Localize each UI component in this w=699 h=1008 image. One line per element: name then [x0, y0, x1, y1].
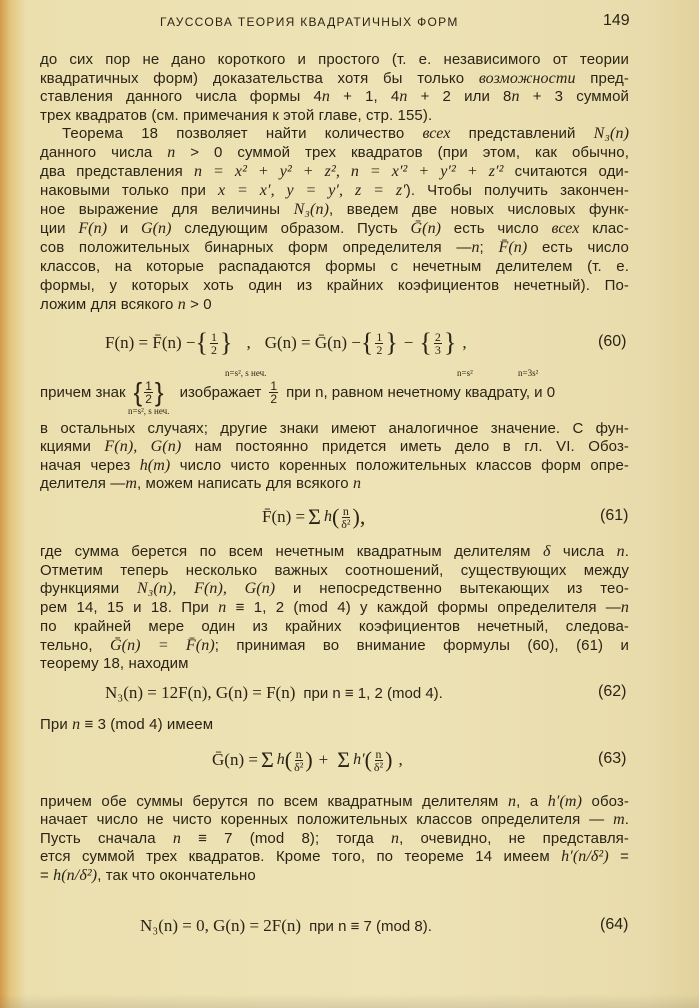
- italic-term: n: [471, 239, 480, 256]
- plus: +: [318, 750, 329, 769]
- text-segment: =: [608, 848, 629, 866]
- fraction-half: [375, 331, 383, 356]
- text-segment: , введем две новых числовых функ-: [329, 201, 629, 218]
- page-bottom-shadow: [0, 994, 699, 1008]
- brace-close: }: [385, 328, 398, 357]
- equation-number-63: (63): [598, 750, 627, 767]
- text-segment: + 2 или 8: [407, 88, 512, 105]
- brace-close: }: [154, 377, 164, 407]
- text-segment: + 3 суммой: [519, 88, 629, 105]
- equation-61: [262, 497, 365, 537]
- italic-term: возможности: [478, 69, 576, 87]
- eq62-condition: при n ≡ 1, 2 (mod 4).: [303, 684, 443, 702]
- text-segment: есть число: [527, 239, 629, 256]
- text-line: [40, 474, 629, 494]
- h-prime: h′: [353, 751, 365, 768]
- text-line: [40, 276, 629, 296]
- text-segment: считаются оди-: [503, 163, 629, 180]
- text: при n, равном нечетному квадрату, и 0: [286, 383, 556, 401]
- eq60-sub-1: n=s², s неч.: [225, 368, 267, 378]
- text-segment: есть число: [441, 220, 552, 237]
- text-segment: обоз-: [582, 793, 629, 810]
- equation-number-60: (60): [598, 333, 627, 350]
- text-segment: ≡ 3 (mod 4) имеем: [80, 716, 214, 733]
- text-line: [40, 456, 629, 476]
- text-line: [40, 579, 629, 599]
- italic-term: N₃(n): [593, 125, 630, 142]
- sign-explanation-line: [40, 372, 555, 412]
- italic-term: h(n/δ²): [53, 866, 98, 884]
- text-segment: , можем написать для всякого: [136, 474, 353, 492]
- text-segment: пред-: [575, 69, 630, 87]
- den: δ²: [294, 759, 304, 774]
- text-line: [40, 295, 629, 315]
- text-segment: трех квадратов (см. примечания к этой главе, стр. 155).: [40, 106, 433, 124]
- italic-term: всех: [422, 125, 451, 142]
- text-segment: делителя —: [40, 474, 126, 492]
- italic-term: n: [72, 716, 81, 733]
- text-segment: > 0: [185, 296, 212, 313]
- text-segment: по крайней мере один из крайних коэфициентов нечетный, следова-: [40, 617, 629, 635]
- text-segment: клас-: [579, 220, 629, 237]
- italic-term: F(n), G(n): [104, 438, 182, 456]
- fraction: [341, 505, 350, 530]
- text-segment: , а: [516, 793, 548, 810]
- fraction-two-thirds: [434, 331, 442, 356]
- text-line: [40, 598, 629, 618]
- italic-term: h′(n/δ²): [561, 848, 609, 866]
- text-line: [40, 143, 629, 163]
- h: h: [323, 508, 332, 525]
- paren: ): [305, 747, 313, 772]
- equation-number-62: (62): [598, 683, 627, 700]
- italic-term: m: [613, 811, 625, 829]
- minus: −: [403, 333, 414, 352]
- text-line: [40, 238, 629, 258]
- text-line: [40, 219, 629, 239]
- den: 3: [434, 342, 441, 357]
- equation-62: [105, 673, 443, 713]
- text-segment: =: [40, 866, 54, 884]
- brace-close: }: [443, 328, 457, 357]
- num: 1: [376, 329, 383, 344]
- text: изображает: [179, 383, 262, 401]
- fraction: [374, 748, 383, 773]
- text-segment: числа: [550, 543, 617, 560]
- italic-term: n: [391, 829, 400, 847]
- equation-number-61: (61): [600, 507, 629, 524]
- italic-term: h′(m): [547, 793, 583, 810]
- text-segment: + 1, 4: [330, 88, 400, 105]
- text-segment: Отметим теперь несколько важных соотношений, существующих между: [40, 561, 629, 579]
- text-segment: .: [624, 811, 629, 829]
- text-segment: сов положительных бинарных форм определителя —: [40, 239, 472, 256]
- italic-term: n: [399, 88, 408, 105]
- den: 2: [210, 342, 217, 357]
- text-line: [40, 866, 629, 886]
- text-line: [40, 50, 629, 70]
- fraction-half: [144, 380, 153, 405]
- text-segment: начая через: [40, 456, 140, 474]
- text-segment: два представления: [40, 163, 194, 180]
- num: 1: [145, 378, 152, 393]
- brace-open: {: [133, 377, 143, 407]
- text-segment: Пусть сначала: [40, 829, 173, 847]
- text-segment: нам постоянно придется иметь дело в гл. VI. Обоз-: [181, 438, 630, 456]
- text-line: [40, 87, 629, 107]
- text-line: [40, 654, 629, 674]
- text-segment: , так что окончательно: [97, 866, 256, 884]
- text-segment: ции: [40, 220, 79, 237]
- brace-open: {: [195, 328, 208, 357]
- sum-sign: Σ: [337, 747, 351, 772]
- page-number: 149: [603, 12, 630, 29]
- paren-close: ),: [352, 504, 366, 529]
- italic-term: n: [218, 599, 227, 617]
- text-segment: теорему 18, находим: [40, 655, 189, 673]
- text-segment: квадратичных форм) доказательства хотя бы только: [40, 69, 479, 87]
- italic-term: N₃(n), F(n), G(n): [136, 580, 276, 598]
- equation-63: [212, 740, 403, 780]
- italic-term: n: [620, 599, 630, 617]
- fraction-half: [269, 380, 278, 405]
- text-segment: ; принимая во внимание формулы (60), (61) и: [214, 636, 630, 654]
- sign-sub: n=s², s неч.: [128, 406, 170, 416]
- paren: (: [331, 504, 340, 529]
- paren: (: [284, 747, 293, 772]
- text-segment: число чисто коренных положительных классов форм опре-: [170, 456, 629, 474]
- paren: (: [364, 747, 372, 772]
- italic-term: n: [616, 543, 625, 560]
- h: h: [276, 751, 285, 768]
- den: 2: [145, 391, 152, 406]
- fraction-half: [210, 331, 218, 356]
- text-line: [40, 437, 629, 457]
- text-segment: ;: [479, 239, 499, 256]
- text-segment: тельно,: [40, 636, 110, 654]
- eq60-g-lhs: G(n) = Ḡ(n) −: [264, 333, 361, 352]
- text-segment: ное выражение для величины: [40, 201, 294, 218]
- text-line: [40, 542, 629, 562]
- italic-term: n = x² + y² + z², n = x′² + y′² + z′²: [194, 163, 504, 180]
- italic-term: n: [321, 88, 331, 105]
- text-line: [40, 810, 629, 830]
- num: n: [375, 746, 382, 761]
- text-line: [40, 829, 629, 849]
- text-line: [40, 106, 629, 126]
- den: 2: [270, 391, 278, 406]
- text-line: [40, 715, 629, 735]
- num: n: [342, 503, 349, 518]
- fraction: [294, 748, 303, 773]
- italic-term: h(m): [139, 456, 171, 474]
- num: n: [295, 746, 302, 761]
- text-line: [40, 847, 629, 867]
- italic-term: n: [507, 793, 517, 810]
- italic-term: Ḡ(n): [410, 220, 442, 237]
- text: причем знак: [40, 383, 126, 401]
- comma: ,: [246, 333, 251, 352]
- brace-open: {: [419, 328, 432, 357]
- text-segment: классов, на которые распадаются формы с нечетным делителем (т. е.: [40, 258, 629, 275]
- text-segment: наковыми только при: [40, 182, 219, 199]
- running-header: ГАУССОВА ТЕОРИЯ КВАДРАТИЧНЫХ ФОРМ: [160, 15, 459, 29]
- italic-term: N₃(n): [293, 201, 329, 218]
- text-segment: рем 14, 15 и 18. При: [40, 599, 219, 617]
- text-line: [40, 617, 629, 637]
- text-segment: , очевидно, не представля-: [399, 829, 629, 847]
- italic-term: G(n): [140, 220, 172, 237]
- comma: ,: [398, 750, 403, 769]
- equation-60: [105, 323, 467, 363]
- text-segment: ставления данного числа формы 4: [40, 88, 322, 105]
- eq60-f-lhs: F(n) = F̄(n) −: [105, 333, 196, 352]
- equation-64: [140, 906, 432, 946]
- num: 1: [210, 329, 217, 344]
- eq64-formula: N₃(n) = 0, G(n) = 2F(n): [140, 916, 302, 935]
- italic-term: Ḡ(n) = F̄(n): [110, 636, 215, 654]
- text-segment: в остальных случаях; другие знаки имеют аналогичное значение. С фун-: [40, 420, 629, 437]
- text-segment: > 0 суммой трех квадратов (при этом, как обычно,: [175, 144, 630, 161]
- paren: ): [385, 747, 393, 772]
- text-line: [40, 561, 629, 581]
- text-line: [40, 257, 629, 277]
- text-line: [62, 124, 629, 144]
- brace-open: {: [360, 328, 374, 357]
- italic-term: m: [125, 474, 137, 492]
- text-segment: кциями: [40, 438, 105, 456]
- sum-sign: Σ: [308, 504, 321, 529]
- italic-term: n: [353, 474, 362, 492]
- text-segment: формы, у которых хоть один из крайних коэфициентов нечетный). По-: [40, 277, 629, 294]
- italic-term: n: [172, 829, 181, 847]
- eq63-lhs: Ḡ(n) =: [212, 750, 258, 769]
- text-segment: и непосредственно вытекающих из тео-: [275, 580, 629, 598]
- eq64-condition: при n ≡ 7 (mod 8).: [309, 917, 432, 935]
- text-segment: где сумма берется по всем нечетным квадратным делителям: [40, 543, 543, 560]
- eq60-sub-2: n=s²: [457, 368, 473, 378]
- brace-close: }: [219, 328, 233, 357]
- text-segment: При: [40, 716, 73, 733]
- text-line: [40, 636, 629, 656]
- comma: ,: [462, 333, 467, 352]
- eq61-lhs: F̄(n) =: [262, 507, 306, 526]
- text-line: [40, 69, 629, 89]
- text-line: [40, 162, 629, 182]
- den: 2: [376, 342, 383, 357]
- text-segment: .: [624, 543, 629, 560]
- text-segment: начает число не чисто коренных положительных классов определителя —: [40, 811, 614, 829]
- italic-term: x = x′, y = y′, z = z′: [218, 182, 406, 199]
- text-segment: до сих пор не дано короткого и простого (т. е. независимого от теории: [40, 51, 629, 68]
- italic-term: F(n): [78, 220, 108, 237]
- italic-term: δ: [542, 543, 551, 560]
- italic-term: всех: [551, 220, 580, 237]
- text-segment: ≡ 1, 2 (mod 4) у каждой формы определителя —: [226, 599, 621, 617]
- num: 1: [270, 378, 278, 393]
- italic-term: n: [511, 88, 520, 105]
- text-line: [40, 419, 629, 439]
- text-segment: представлений: [450, 125, 594, 142]
- eq60-sub-3: n=3s²: [518, 368, 539, 378]
- eq62-formula: N₃(n) = 12F(n), G(n) = F(n): [105, 683, 296, 702]
- text-segment: причем обе суммы берутся по всем квадратным делителям: [40, 793, 508, 810]
- text-line: [40, 200, 629, 220]
- text-segment: ≡ 7 (mod 8); тогда: [180, 829, 391, 847]
- text-line: [40, 181, 629, 201]
- text-segment: и: [107, 220, 141, 237]
- text-line: [40, 792, 629, 812]
- text-segment: функциями: [40, 580, 137, 598]
- italic-term: n: [167, 144, 176, 161]
- text-segment: ). Чтобы получить закончен-: [405, 182, 629, 199]
- num: 2: [434, 329, 441, 344]
- italic-term: F̄(n): [498, 239, 528, 256]
- sum-sign: Σ: [260, 747, 274, 772]
- text-segment: следующим образом. Пусть: [171, 220, 411, 237]
- text-segment: Теорема 18 позволяет найти количество: [62, 125, 423, 142]
- text-segment: данного числа: [40, 144, 168, 161]
- den: δ²: [341, 516, 351, 531]
- text-segment: ется суммой трех квадратов. Кроме того, по теореме 14 имеем: [40, 848, 562, 866]
- den: δ²: [373, 759, 384, 774]
- equation-number-64: (64): [600, 916, 629, 933]
- text-segment: ложим для всякого: [40, 296, 178, 313]
- italic-term: n: [177, 296, 186, 313]
